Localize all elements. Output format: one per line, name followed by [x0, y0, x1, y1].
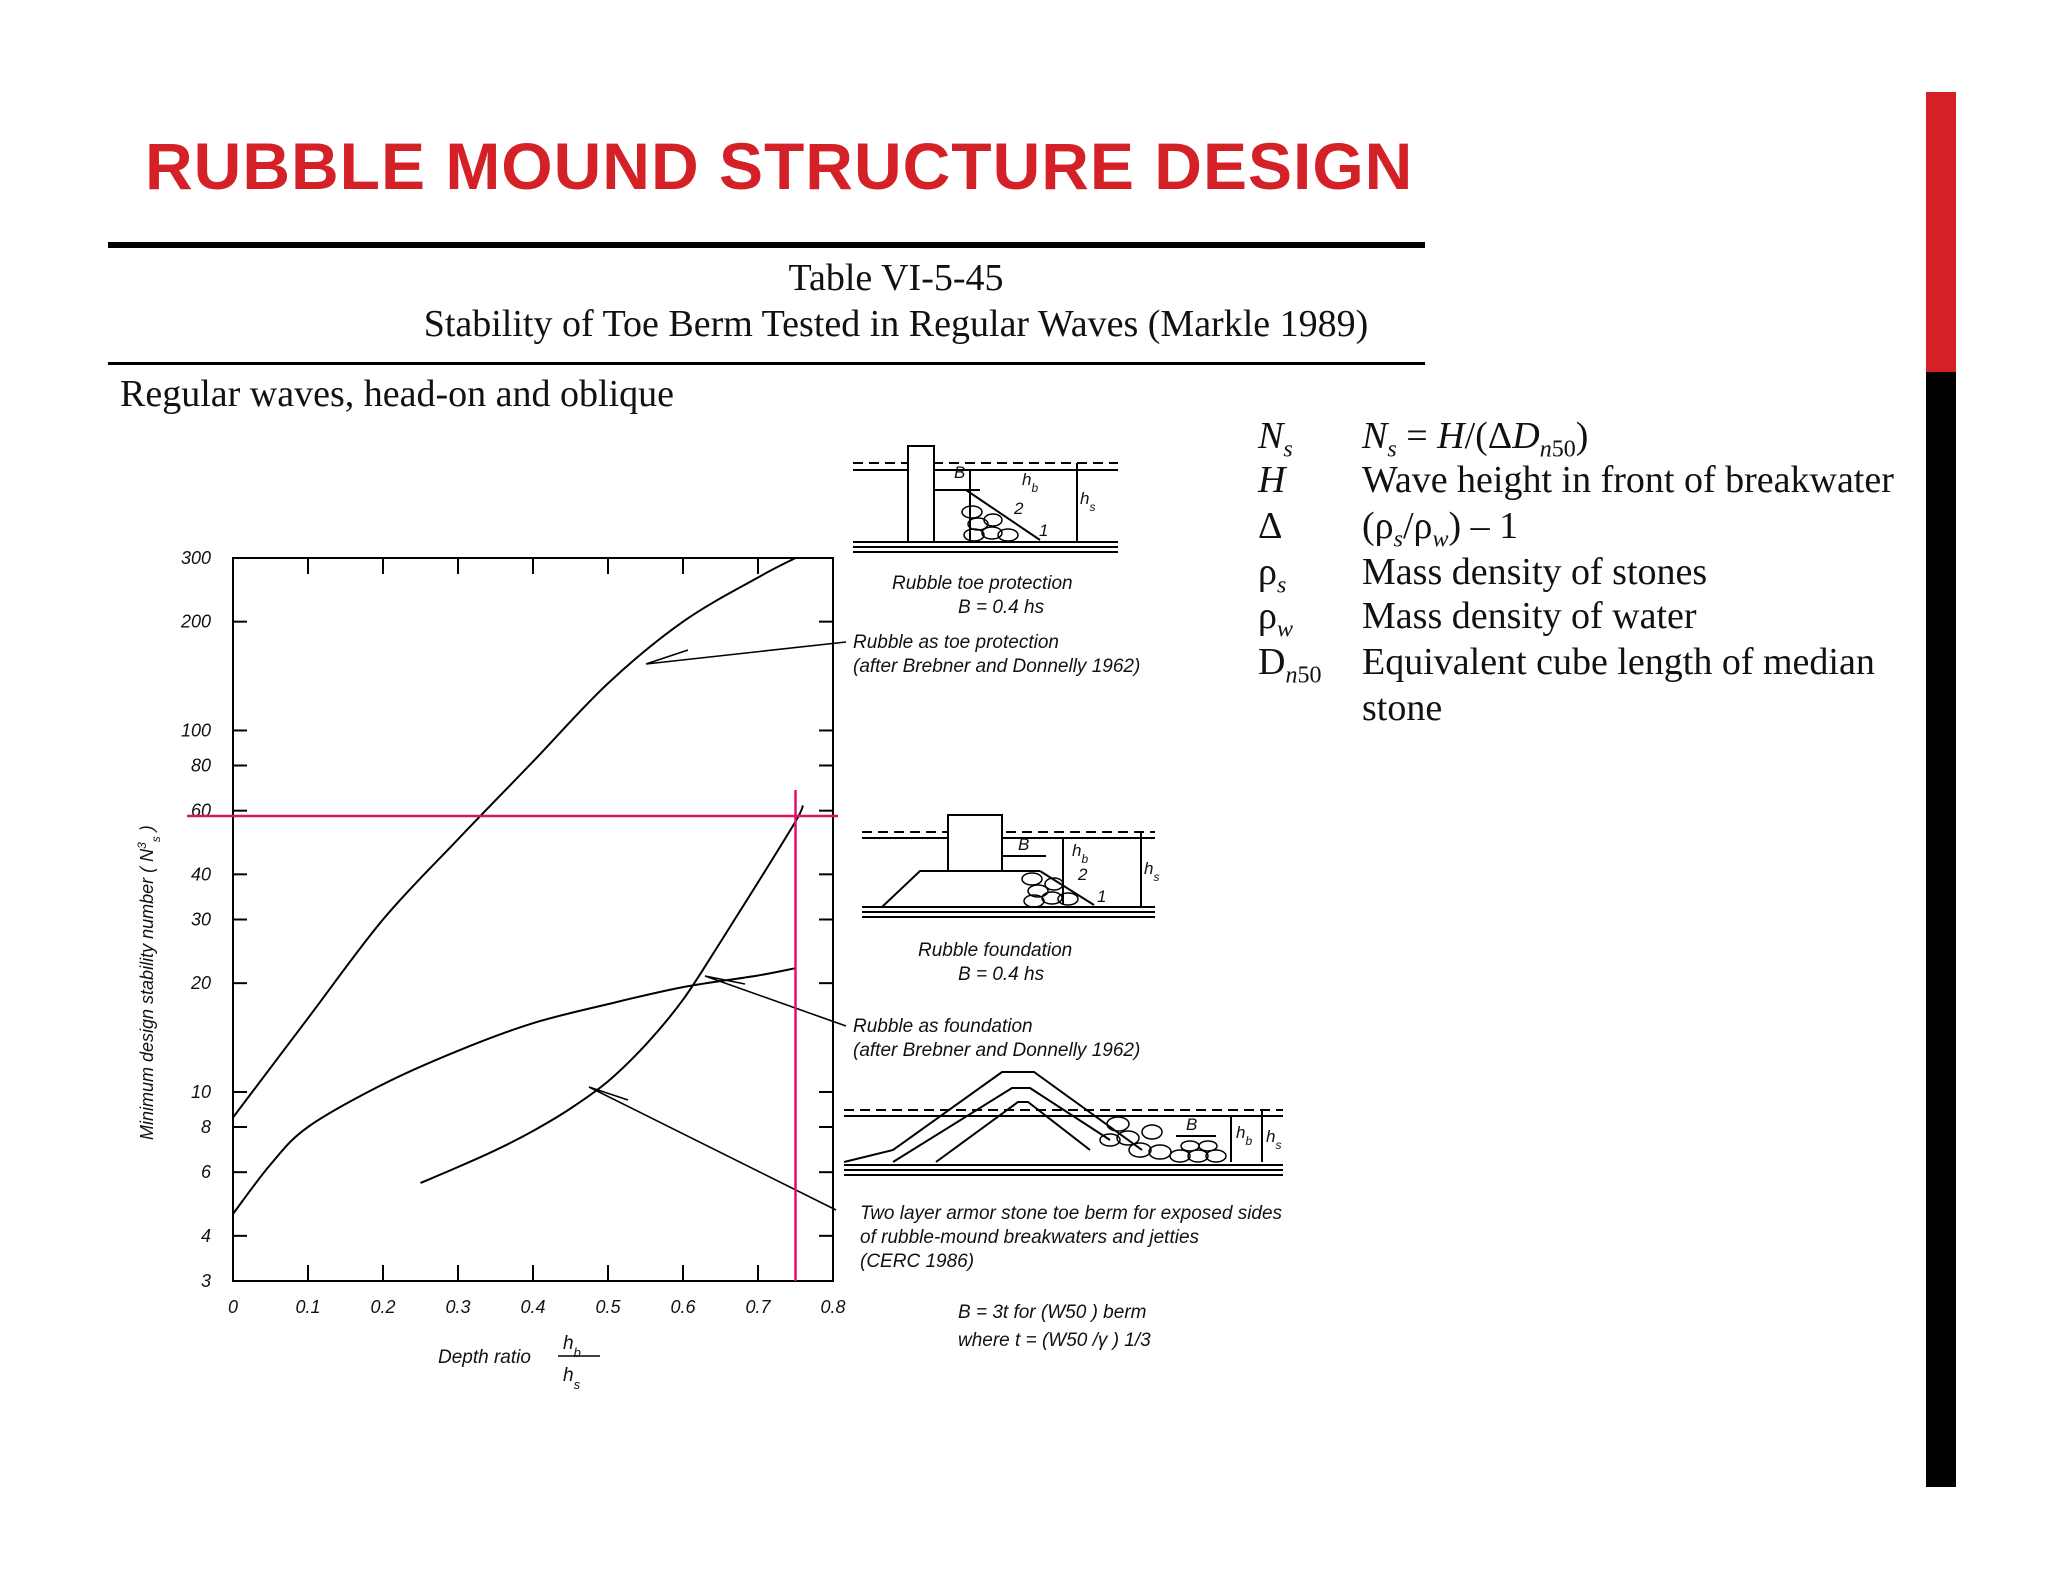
- definition-dn50-line1: Equivalent cube length of median: [1362, 641, 1875, 683]
- symbol-dn50: $D_{n50}$: [1258, 641, 1322, 689]
- series-line-3: [421, 806, 804, 1184]
- sketch-armor-formula2: where t = (W50 /γ ) 1/3: [958, 1330, 1151, 1351]
- symbol-rho-s: $\rho_s$: [1258, 551, 1287, 599]
- table-number: Table VI-5-45: [788, 257, 1004, 299]
- y-tick-label: 60: [190, 800, 211, 821]
- annotation-armor-berm-source: (CERC 1986): [860, 1251, 975, 1272]
- svg-text:hs: $h_s$: [1144, 859, 1160, 884]
- x-tick-label: 0.7: [745, 1297, 771, 1317]
- svg-text:hs: $h_s$: [1080, 489, 1096, 514]
- svg-text:1: 1: [1097, 887, 1107, 906]
- sketch-armor-formula1: B = 3t for (W50 ) berm: [958, 1302, 1147, 1323]
- table-subheading: Regular waves, head-on and oblique: [120, 373, 674, 415]
- leader-toe-protection: [646, 642, 846, 664]
- x-tick-label: 0.4: [520, 1297, 546, 1317]
- x-axis-fraction-den: $h_s$: [563, 1365, 581, 1392]
- y-tick-label: 200: [180, 611, 211, 632]
- y-tick-label: 10: [190, 1081, 211, 1102]
- symbol-delta: Δ: [1258, 505, 1283, 547]
- definition-delta: $(\rho_s/\rho_w) - 1$: [1362, 505, 1519, 553]
- y-tick-label: 4: [200, 1225, 211, 1246]
- y-axis-label: Minimum design stability number ( $N^3_s$ ): [135, 825, 163, 1140]
- svg-text:B: B: [1186, 1115, 1198, 1134]
- annotation-armor-berm: Two layer armor stone toe berm for exposed sides: [860, 1203, 1283, 1224]
- svg-text:2: 2: [1078, 865, 1088, 884]
- slide-title: RUBBLE MOUND STRUCTURE DESIGN: [145, 129, 1414, 203]
- x-axis-label: Depth ratio: [438, 1347, 531, 1368]
- annotation-toe-protection-source: (after Brebner and Donnelly 1962): [853, 656, 1141, 677]
- svg-text:hb: $h_b$: [1022, 470, 1039, 495]
- y-tick-label: 20: [190, 973, 211, 994]
- svg-text:B: B: [954, 463, 966, 482]
- symbol-h: H: [1258, 459, 1286, 501]
- y-tick-label: 80: [190, 755, 211, 776]
- x-tick-label: 0.1: [295, 1297, 321, 1317]
- x-tick-label: 0: [227, 1297, 239, 1317]
- sketch-toe-protection: [853, 446, 1118, 552]
- plot-frame: [233, 558, 833, 1281]
- y-tick-label: 3: [200, 1271, 211, 1291]
- annotation-toe-protection: Rubble as toe protection: [853, 632, 1059, 653]
- definition-rho-s: Mass density of stones: [1362, 551, 1708, 593]
- sketch-foundation-caption: Rubble foundation: [918, 940, 1073, 961]
- definition-h: Wave height in front of breakwater: [1362, 459, 1894, 501]
- symbol-ns: $N_s$: [1258, 415, 1293, 463]
- x-tick-label: 0.3: [445, 1297, 471, 1317]
- sketch-foundation-formula: B = 0.4 hs: [958, 964, 1045, 985]
- leader-armor-berm: [589, 1087, 836, 1210]
- table-caption: Stability of Toe Berm Tested in Regular Waves (Markle 1989): [423, 303, 1369, 345]
- annotation-leaders: [589, 642, 846, 1210]
- svg-text:hb: $h_b$: [1236, 1123, 1253, 1148]
- x-tick-label: 0.6: [670, 1297, 696, 1317]
- x-tick-label: 0.5: [595, 1297, 621, 1317]
- svg-text:hb: $h_b$: [1072, 841, 1089, 866]
- definition-ns: $N_s = H/(\Delta D_{n50})$: [1362, 415, 1589, 463]
- x-tick-label: 0.8: [820, 1297, 846, 1317]
- svg-text:hs: $h_s$: [1266, 1127, 1282, 1152]
- x-tick-label: 0.2: [370, 1297, 396, 1317]
- annotation-foundation-source: (after Brebner and Donnelly 1962): [853, 1040, 1141, 1061]
- y-tick-label: 100: [180, 720, 211, 741]
- sketch-foundation: [862, 815, 1155, 917]
- y-tick-label: 30: [190, 909, 211, 930]
- sketch-toe-caption: Rubble toe protection: [892, 573, 1073, 594]
- y-tick-label: 300: [180, 548, 211, 568]
- definition-rho-w: Mass density of water: [1362, 595, 1697, 637]
- x-axis-fraction-num: $h_b$: [563, 1333, 581, 1360]
- svg-text:2: 2: [1014, 499, 1024, 518]
- annotation-foundation: Rubble as foundation: [853, 1016, 1033, 1037]
- svg-text:1: 1: [1039, 521, 1049, 540]
- definition-dn50-line2: stone: [1362, 687, 1443, 729]
- sketch-toe-formula: B = 0.4 hs: [958, 597, 1045, 618]
- y-tick-label: 40: [190, 864, 211, 885]
- y-tick-label: 8: [200, 1117, 211, 1138]
- series-line-1: [233, 558, 796, 1118]
- sketch-armor-berm: [844, 1072, 1283, 1175]
- annotation-armor-berm-line2: of rubble-mound breakwaters and jetties: [860, 1227, 1200, 1248]
- symbol-rho-w: $\rho_w$: [1258, 595, 1293, 643]
- svg-text:B: B: [1018, 835, 1030, 854]
- y-tick-label: 6: [200, 1162, 211, 1183]
